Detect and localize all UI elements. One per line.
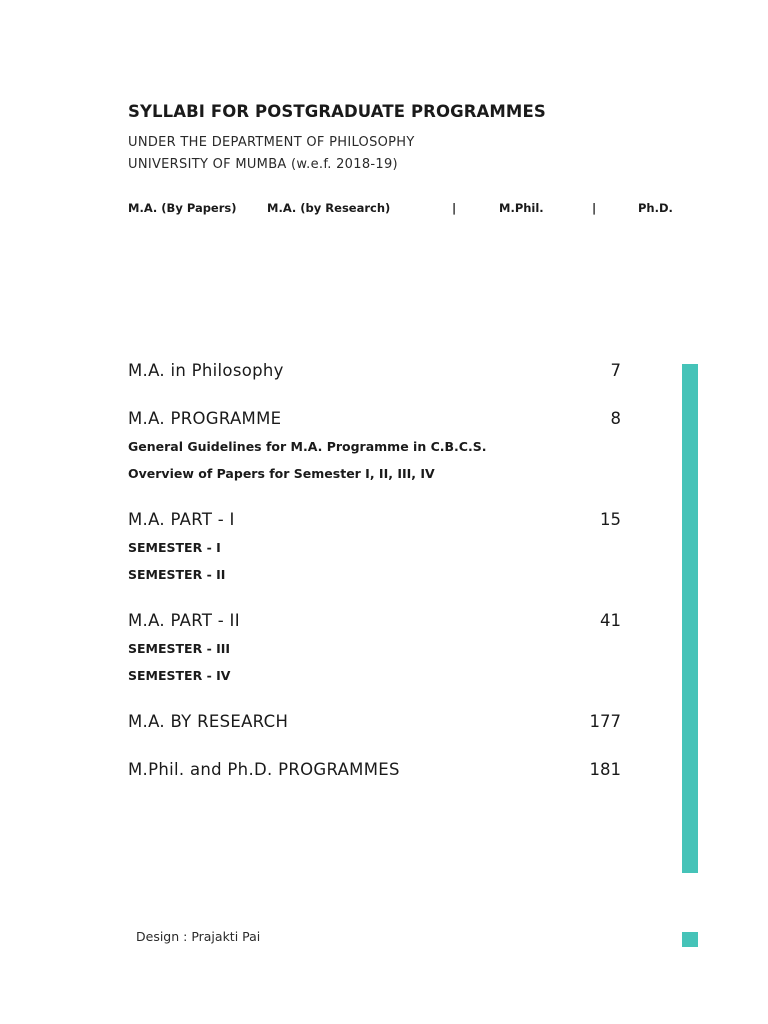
document-title: SYLLABI FOR POSTGRADUATE PROGRAMMES bbox=[128, 102, 546, 121]
programme-ma-by-papers: M.A. (By Papers) bbox=[128, 201, 237, 215]
toc-entry-mphil-phd: M.Phil. and Ph.D. PROGRAMMES bbox=[128, 760, 400, 779]
toc-entry-ma-by-research: M.A. BY RESEARCH bbox=[128, 712, 289, 731]
toc-page-number: 15 bbox=[600, 510, 621, 529]
programme-separator: | bbox=[452, 201, 457, 215]
toc-page-number: 7 bbox=[610, 361, 621, 380]
toc-page-number: 8 bbox=[610, 409, 621, 428]
programme-mphil: M.Phil. bbox=[499, 201, 544, 215]
toc-entry-ma-programme: M.A. PROGRAMME bbox=[128, 409, 282, 428]
toc-page-number: 181 bbox=[589, 760, 621, 779]
toc-subitem: SEMESTER - II bbox=[128, 567, 226, 582]
programme-separator: | bbox=[592, 201, 597, 215]
toc-entry-ma-part-1: M.A. PART - I bbox=[128, 510, 235, 529]
toc-subitem: SEMESTER - I bbox=[128, 540, 221, 555]
toc-subitem: SEMESTER - III bbox=[128, 641, 231, 656]
design-credit: Design : Prajakti Pai bbox=[136, 929, 261, 944]
accent-bar bbox=[682, 364, 698, 873]
document-subtitle-department: UNDER THE DEPARTMENT OF PHILOSOPHY bbox=[128, 135, 415, 150]
programme-phd: Ph.D. bbox=[638, 201, 673, 215]
toc-page-number: 41 bbox=[600, 611, 621, 630]
toc-page-number: 177 bbox=[589, 712, 621, 731]
document-subtitle-university: UNIVERSITY OF MUMBA (w.e.f. 2018-19) bbox=[128, 157, 398, 172]
toc-entry-ma-part-2: M.A. PART - II bbox=[128, 611, 240, 630]
toc-entry-ma-philosophy: M.A. in Philosophy bbox=[128, 361, 284, 380]
toc-subitem: Overview of Papers for Semester I, II, III, IV bbox=[128, 466, 435, 481]
toc-subitem: SEMESTER - IV bbox=[128, 668, 231, 683]
programme-ma-by-research: M.A. (by Research) bbox=[267, 201, 391, 215]
toc-subitem: General Guidelines for M.A. Programme in C.B.C.S. bbox=[128, 439, 487, 454]
accent-square bbox=[682, 932, 698, 947]
